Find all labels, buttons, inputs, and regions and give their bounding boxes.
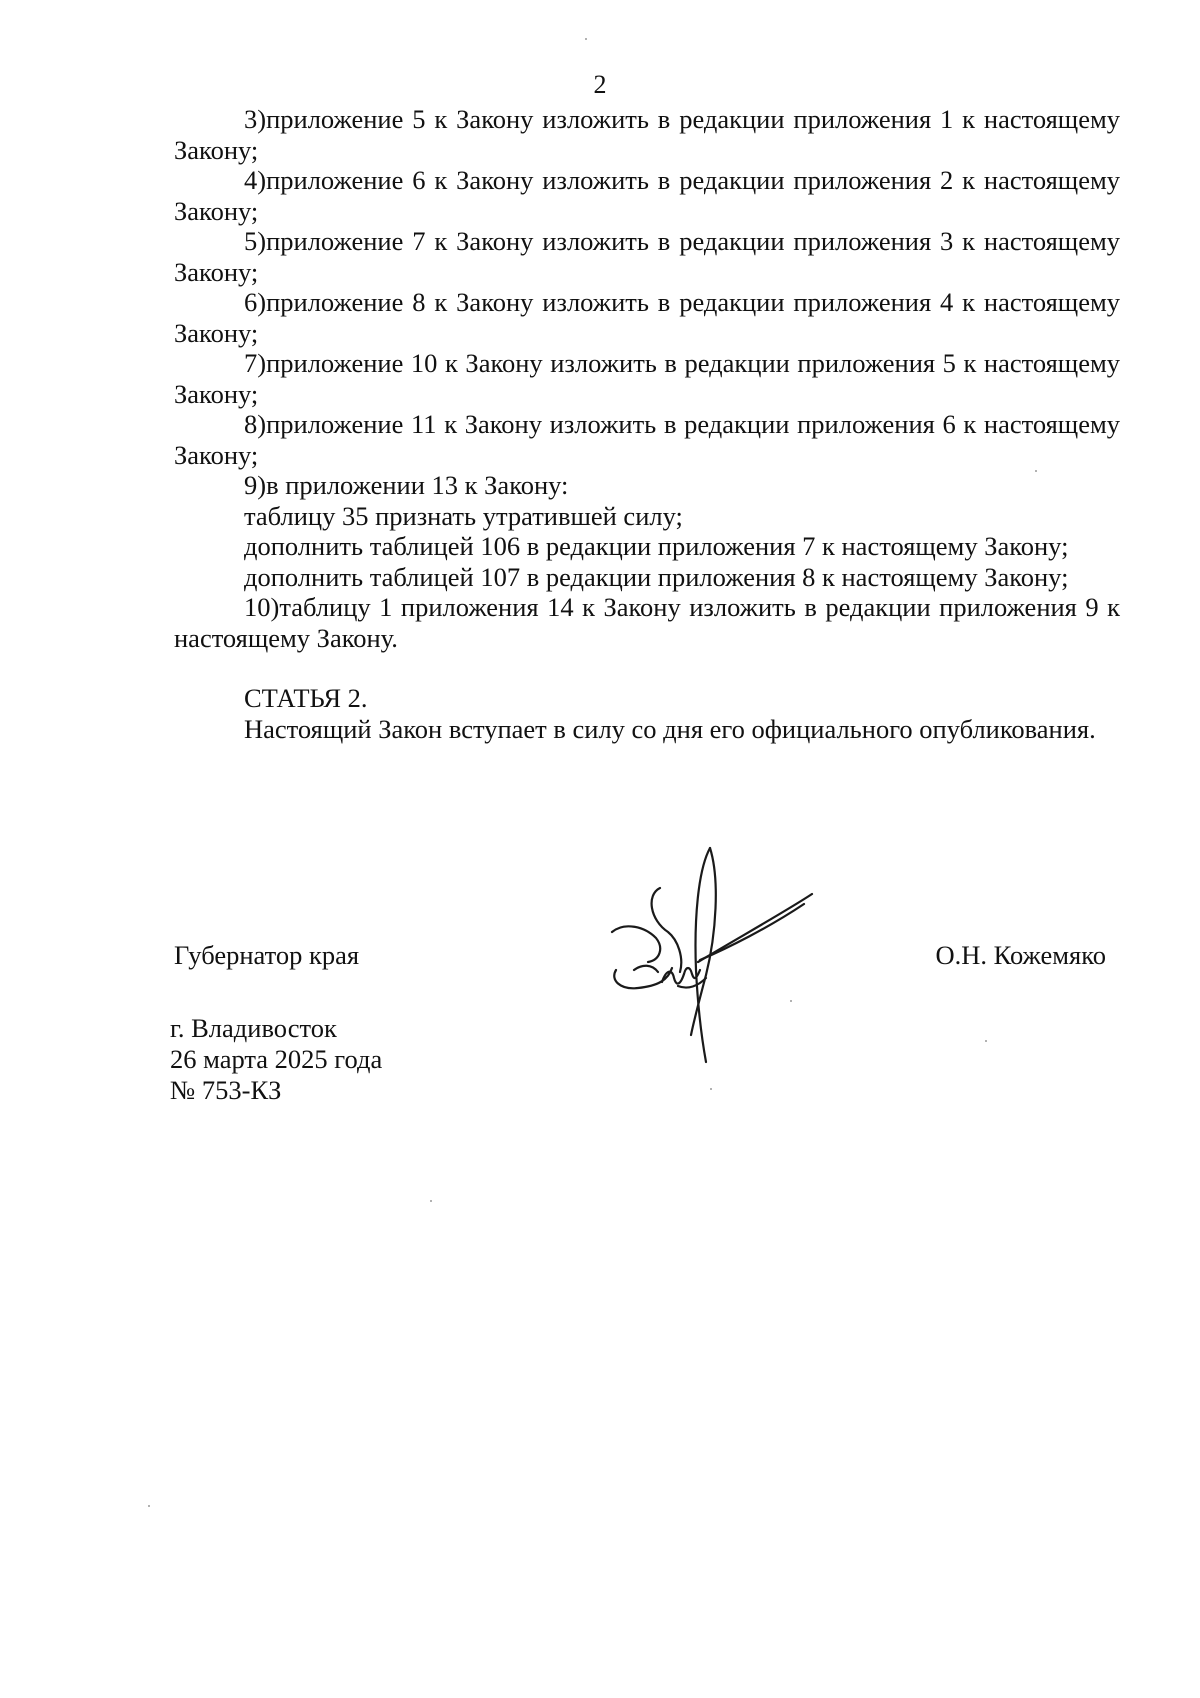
scan-speck: [585, 38, 587, 40]
list-item: 8)приложение 11 к Закону изложить в редакции приложения 6 к настоящему Закону;: [174, 409, 1120, 470]
scan-speck: [1035, 470, 1037, 472]
signatory-name: О.Н. Кожемяко: [935, 940, 1106, 970]
list-item: дополнить таблицей 107 в редакции приложения 8 к настоящему Закону;: [244, 561, 1069, 592]
list-item: 10)таблицу 1 приложения 14 к Закону изложить в редакции приложения 9 к настоящему Закону.: [174, 592, 1120, 653]
list-item: 4)приложение 6 к Закону изложить в редакции приложения 2 к настоящему Закону;: [174, 165, 1120, 226]
scan-speck: [710, 1088, 712, 1090]
list-item: дополнить таблицей 106 в редакции приложения 7 к настоящему Закону;: [244, 531, 1069, 561]
list-item: 7)приложение 10 к Закону изложить в редакции приложения 5 к настоящему Закону;: [174, 348, 1120, 409]
signatory-title: Губернатор края: [174, 940, 360, 970]
place-date-block: [170, 1013, 382, 1106]
article-text: Настоящий Закон вступает в силу со дня его официального опубликования.: [244, 713, 1096, 744]
document-body: [174, 104, 1120, 744]
list-item: 6)приложение 8 к Закону изложить в редакции приложения 4 к настоящему Закону;: [174, 287, 1120, 348]
page-number: 2: [593, 70, 607, 99]
scan-speck: [790, 1000, 792, 1002]
article-heading: СТАТЬЯ 2.: [244, 683, 368, 713]
law-number: № 753-КЗ: [170, 1075, 282, 1105]
city: г. Владивосток: [170, 1013, 337, 1043]
scan-speck: [430, 1200, 432, 1202]
list-item: 5)приложение 7 к Закону изложить в редакции приложения 3 к настоящему Закону;: [174, 226, 1120, 287]
signature-block: [174, 940, 1120, 980]
spacer: [174, 653, 1120, 683]
scan-speck: [985, 1040, 987, 1042]
list-item: 9)в приложении 13 к Закону:: [244, 470, 569, 500]
scan-speck: [148, 1505, 150, 1507]
list-item: таблицу 35 признать утратившей силу;: [244, 500, 683, 531]
list-item: 3)приложение 5 к Закону изложить в редакции приложения 1 к настоящему Закону;: [174, 104, 1120, 165]
date: 26 марта 2025 года: [170, 1044, 383, 1074]
